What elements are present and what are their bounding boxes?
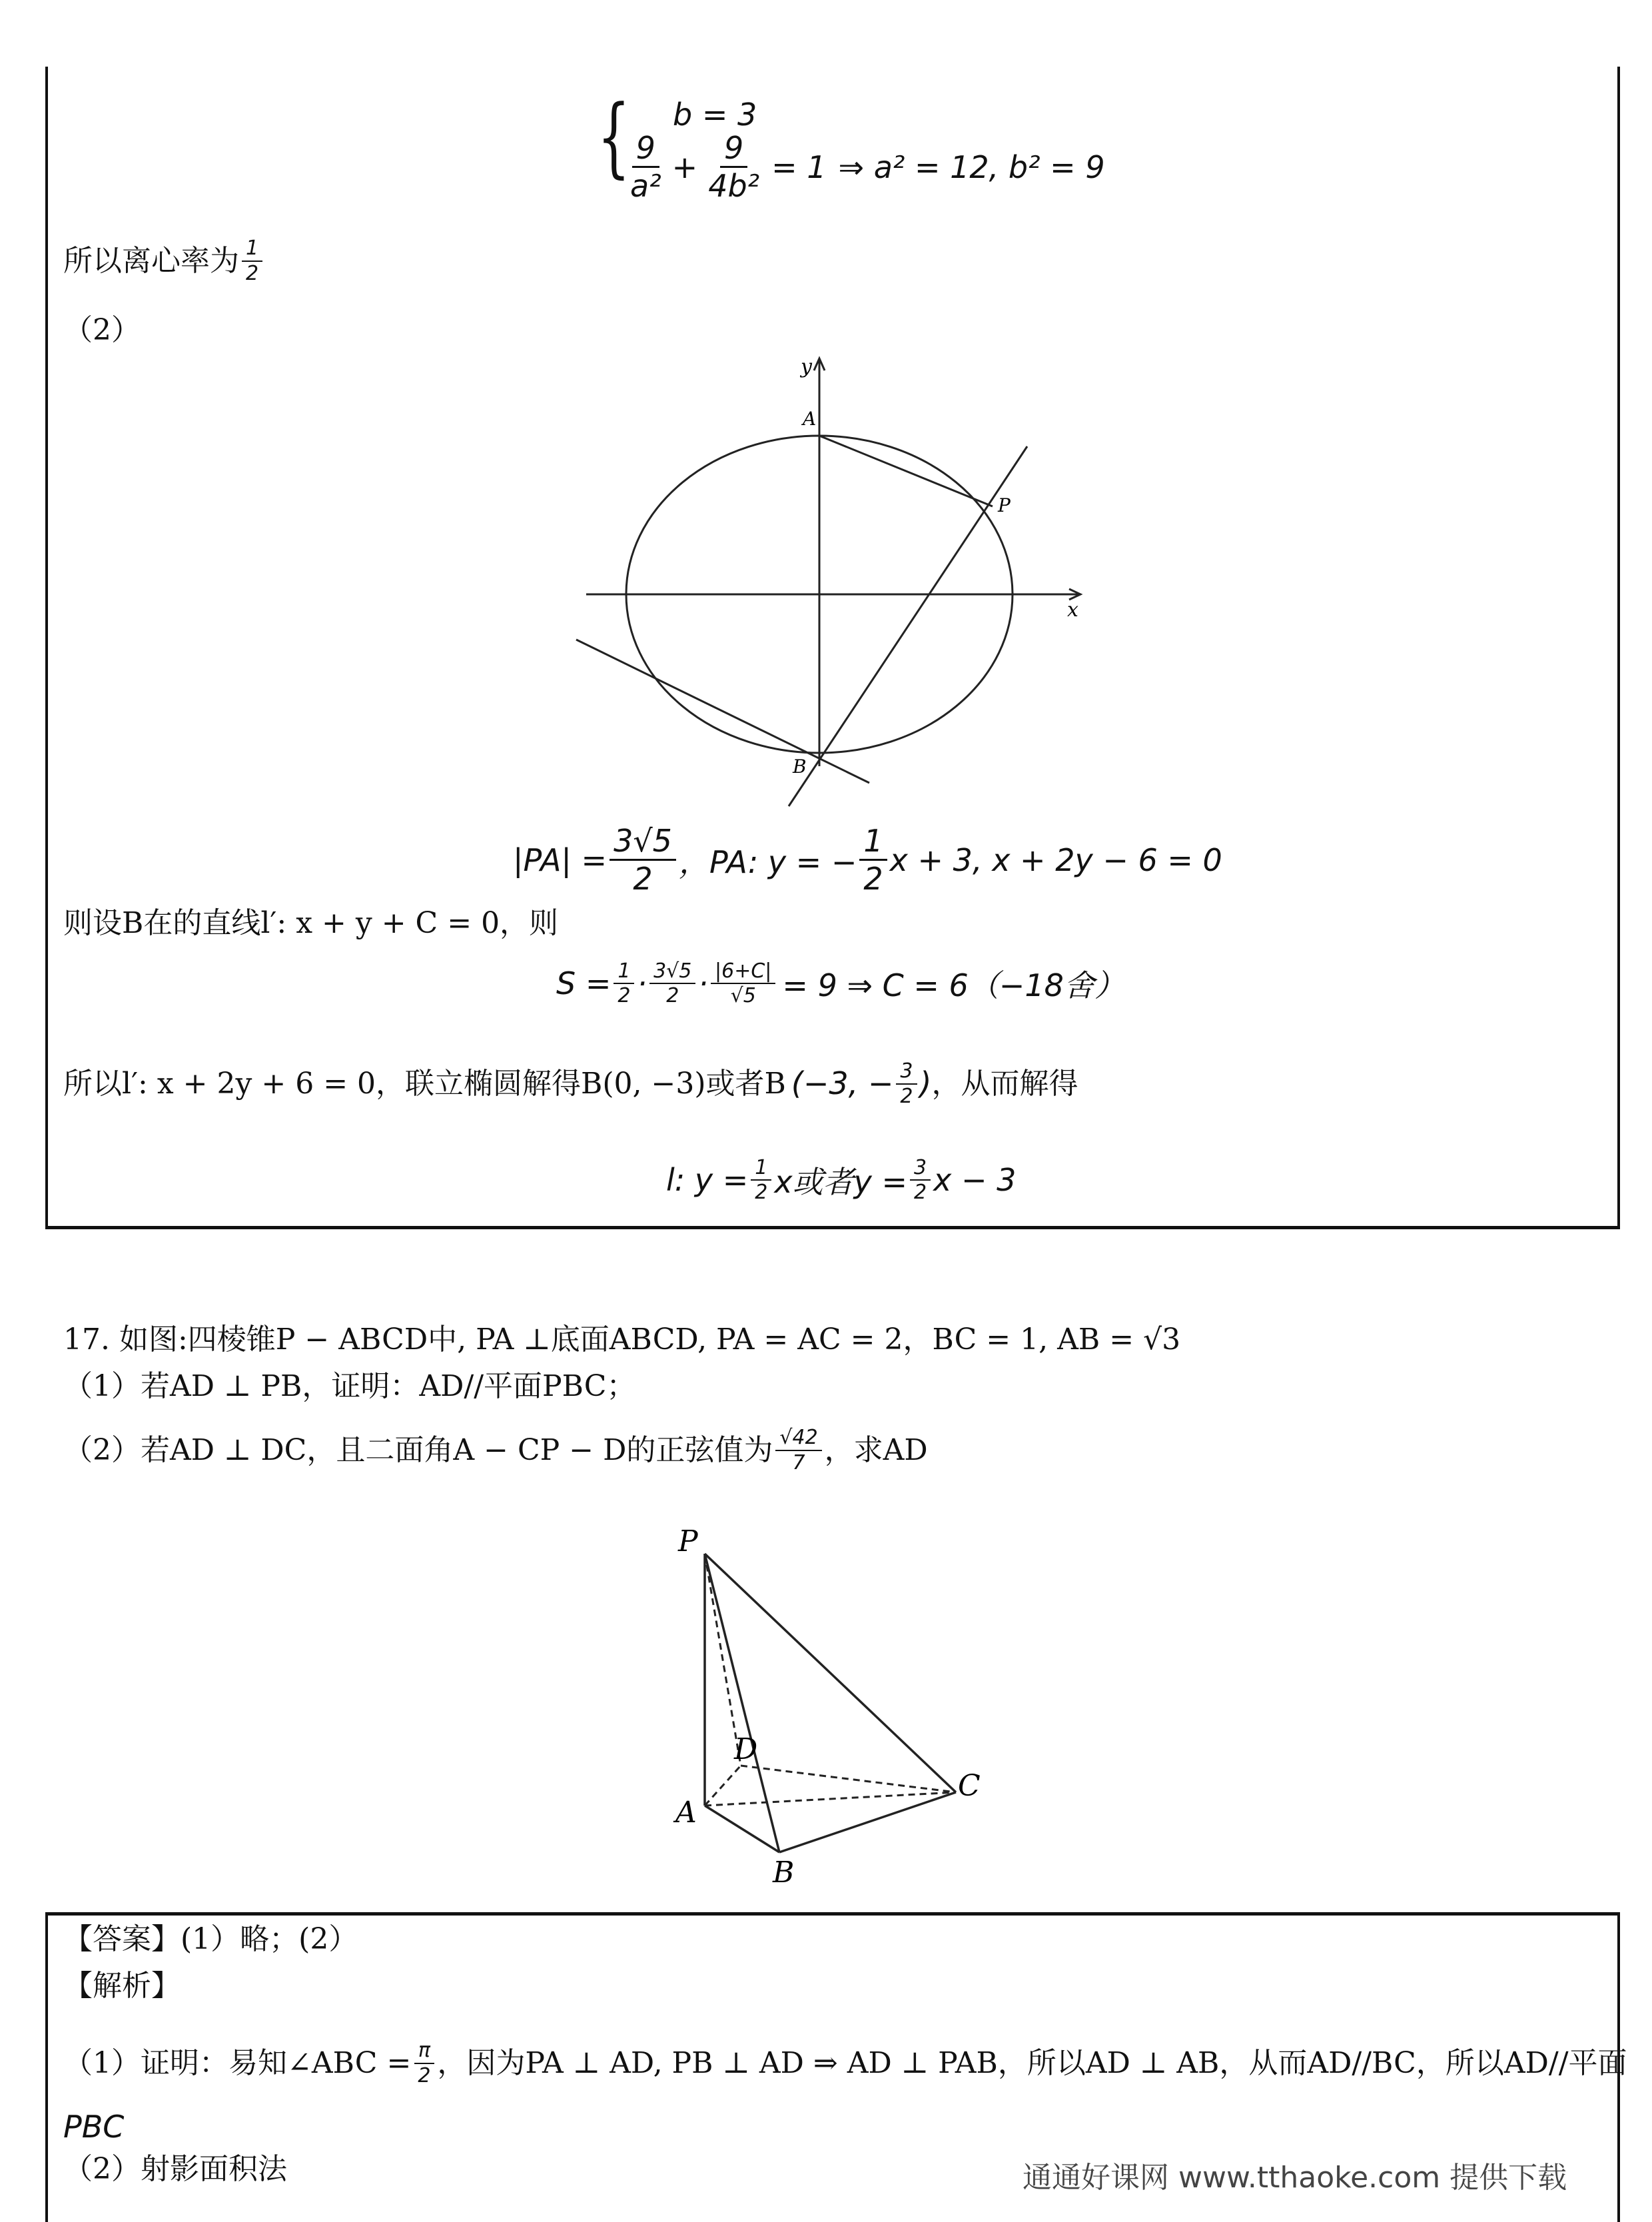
edge-PB — [705, 1554, 779, 1852]
watermark: 通通好课网 www.tthaoke.com 提供下载 — [1023, 2161, 1567, 2195]
line-l-prime — [576, 640, 869, 783]
edge-AC — [705, 1792, 956, 1806]
edge-BC — [779, 1792, 956, 1852]
proof-continuation: PBC — [63, 2109, 125, 2145]
label-D: D — [734, 1732, 758, 1766]
label-A: A — [803, 408, 817, 430]
label-B: B — [793, 756, 807, 778]
line-l-prime-text: 所以l′: x + 2y + 6 = 0，联立椭圆解得B(0, −3)或者B (−3, − $\frac{3}{2}$ ) ，从而解得 — [63, 1059, 1078, 1108]
system-line2: $\frac{9}{\text{a²}}$ + $\frac{9}{\text{4b²}}$ = 1 ⇒ a² = 12, b² = 9 — [630, 130, 1105, 204]
line-PB — [789, 446, 1027, 806]
label-y: y — [801, 355, 812, 378]
edge-DC — [741, 1766, 956, 1792]
label-x: x — [1067, 598, 1078, 622]
left-brace: { — [597, 86, 631, 187]
pa-line: |PA| = $\frac{3√5}{2}$ ，PA: y = − $\frac{1}{2}$ x + 3, x + 2y − 6 = 0 — [513, 823, 1222, 897]
label-P: P — [998, 494, 1011, 516]
ellipse-figure — [566, 346, 1099, 813]
problem17-q2: （2）若AD ⊥ DC，且二面角A − CP − D的正弦值为 $\frac{√42}{7}$ ，求AD — [63, 1426, 928, 1474]
proof-line: （1）证明：易知∠ABC = $\frac{\pi}{2}$ ，因为PA ⊥ AD, PB ⊥ AD ⇒ AD ⊥ PAB，所以AD ⊥ AB，从而AD//BC，所以AD//平面 — [63, 2039, 1627, 2087]
answer-label: 【答案】(1）略；(2） — [63, 1922, 358, 1956]
pyramid-figure — [659, 1519, 1032, 1892]
label-A: A — [675, 1796, 697, 1830]
eccentricity-line: 所以离心率为 $\frac{1}{2}$ — [63, 237, 265, 286]
part2-method: （2）射影面积法 — [63, 2152, 287, 2186]
line-b-text: 则设B在的直线l′: x + y + C = 0，则 — [63, 906, 559, 940]
edge-AB — [705, 1806, 779, 1852]
label-B: B — [773, 1856, 795, 1890]
final-line: l: y = $\frac{1}{2}$ x或者y = $\frac{3}{2}$ x − 3 — [666, 1156, 1017, 1204]
part2-label: （2） — [63, 313, 141, 347]
edge-AD — [705, 1766, 741, 1806]
problem17-q1: （1）若AD ⊥ PB，证明：AD//平面PBC； — [63, 1369, 636, 1403]
analysis-label: 【解析】 — [63, 1969, 181, 2003]
line-AP — [819, 436, 993, 506]
system-line1: b = 3 — [673, 97, 757, 133]
label-C: C — [958, 1769, 981, 1803]
area-equation: S = $\frac{1}{2}$ · $\frac{3√5}{2}$ · $\frac{|6+C|}{√5}$ = 9 ⇒ C = 6（−18舍） — [556, 959, 1125, 1007]
label-P: P — [678, 1524, 698, 1558]
problem17-stem: 17. 如图:四棱锥P − ABCD中, PA ⊥底面ABCD, PA = AC = 2，BC = 1, AB = √3 — [63, 1323, 1181, 1357]
